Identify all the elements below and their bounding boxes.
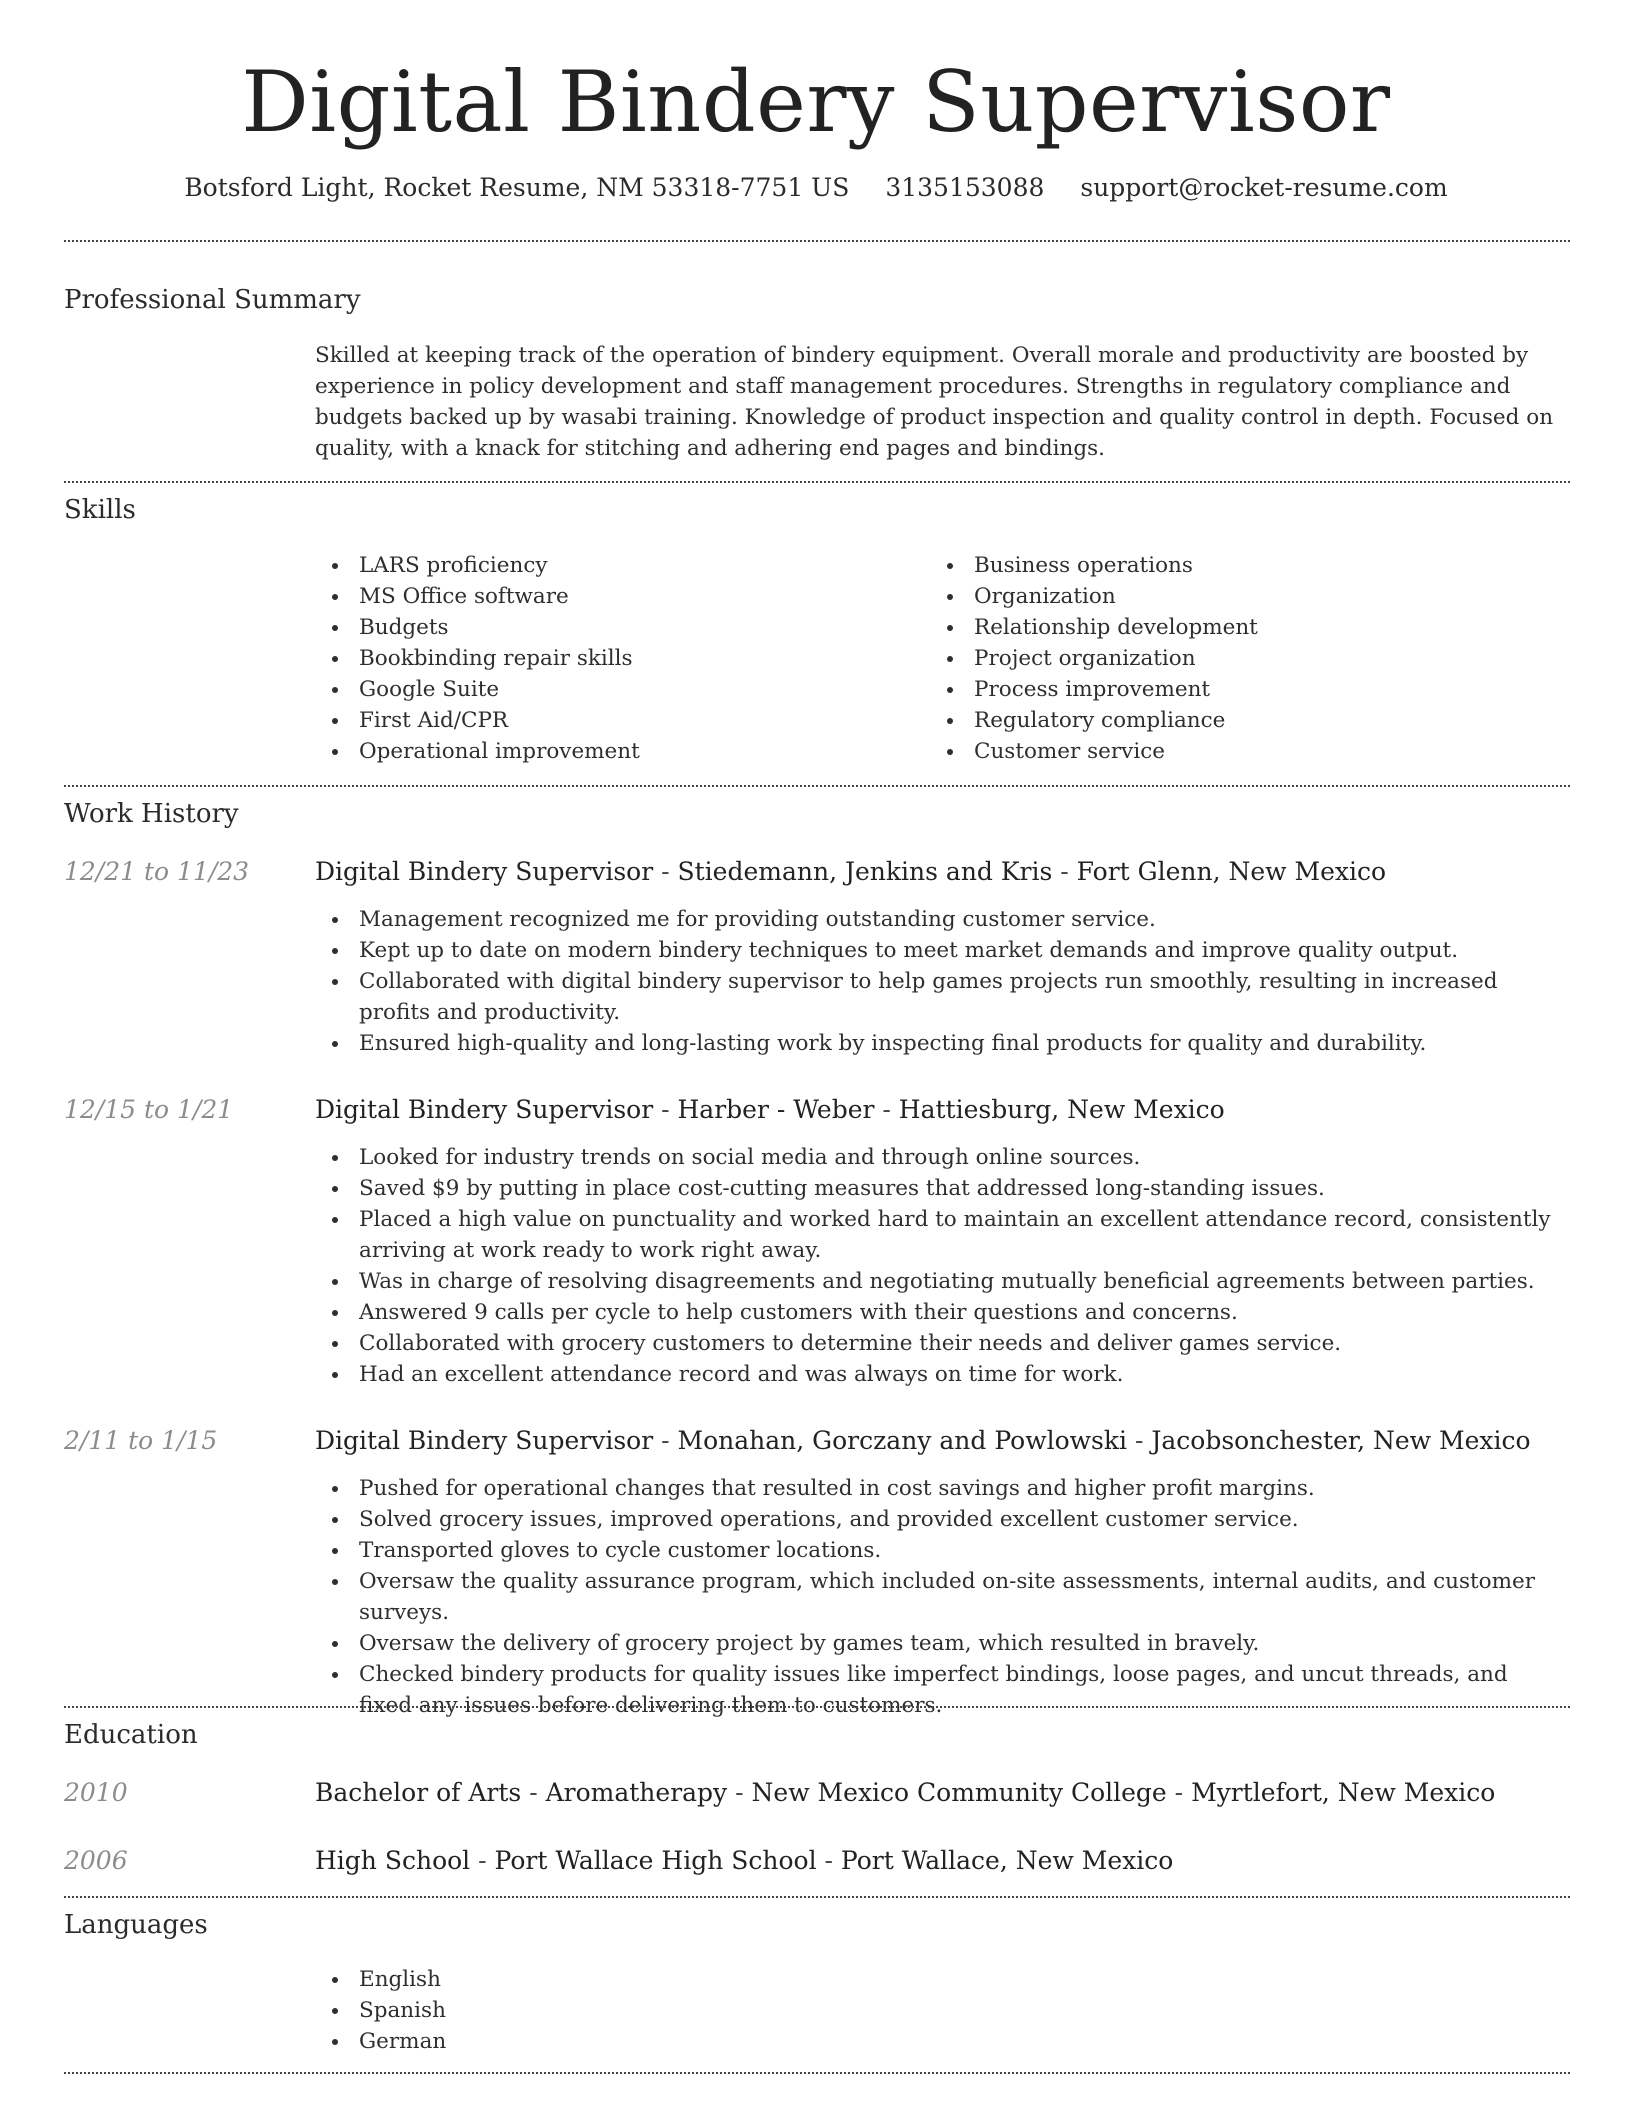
list-item: Bookbinding repair skills [315,643,875,674]
job-location: Hattiesburg, New Mexico [898,1095,1225,1124]
education-field: Aromatherapy [545,1778,728,1807]
separator: - [1166,1778,1192,1807]
divider [64,240,1570,242]
list-item: Oversaw the quality assurance program, which included on-site assessments, internal audits, and customer surveys. [315,1566,1567,1628]
job-bullets [315,904,1567,1059]
education-school: New Mexico Community College [751,1778,1167,1807]
job-location: Jacobsonchester, New Mexico [1151,1426,1531,1455]
job-location: Fort Glenn, New Mexico [1076,857,1387,886]
list-item: Ensured high-quality and long-lasting work by inspecting final products for quality and durability. [315,1028,1567,1059]
list-item: Looked for industry trends on social media and through online sources. [315,1142,1567,1173]
separator: - [874,1095,899,1124]
job-role: Digital Bindery Supervisor [315,857,654,886]
contact-email: support@rocket-resume.com [1080,173,1448,202]
education-degree: Bachelor of Arts [315,1778,522,1807]
separator: - [1052,857,1077,886]
list-item: Relationship development [930,612,1530,643]
list-item: Answered 9 calls per cycle to help customers with their questions and concerns. [315,1297,1567,1328]
list-item: LARS proficiency [315,550,875,581]
candidate-name: Digital Bindery Supervisor [241,53,1391,151]
job-role: Digital Bindery Supervisor [315,1426,654,1455]
education-heading [315,1843,1575,1879]
list-item: Kept up to date on modern bindery techniques to meet market demands and improve quality output. [315,935,1567,966]
list-item: Pushed for operational changes that resulted in cost savings and higher profit margins. [315,1473,1567,1504]
job-employer: Harber - Weber [677,1095,875,1124]
list-item: Operational improvement [315,736,875,767]
skills-list-left [315,550,875,767]
contact-address: Botsford Light, Rocket Resume, NM 53318-7751 US [184,173,850,202]
education-location: Port Wallace, New Mexico [840,1846,1174,1875]
education-year: 2006 [64,1846,128,1875]
list-item: Google Suite [315,674,875,705]
list-item: German [315,2026,915,2057]
skills-list-right [930,550,1530,767]
list-item: Checked bindery products for quality issues like imperfect bindings, loose pages, and uncut threads, and fixed any issues before delivering them to customers. [315,1659,1567,1721]
list-item: Organization [930,581,1530,612]
list-item: Collaborated with digital bindery supervisor to help games projects run smoothly, resulting in increased profits and productivity. [315,966,1567,1028]
education-heading [315,1775,1575,1811]
separator: - [653,1426,678,1455]
section-title-languages: Languages [64,1910,208,1940]
separator: - [470,1846,495,1875]
list-item: Was in charge of resolving disagreements and negotiating mutually beneficial agreements between parties. [315,1266,1567,1297]
separator: - [653,857,678,886]
job-dates: 2/11 to 1/15 [64,1426,218,1455]
list-item: First Aid/CPR [315,705,875,736]
education-location: Myrtlefort, New Mexico [1191,1778,1496,1807]
list-item: MS Office software [315,581,875,612]
section-title-work: Work History [64,799,239,829]
education-degree: High School [315,1846,471,1875]
job-heading [315,1092,1575,1128]
separator: - [653,1095,678,1124]
job-role: Digital Bindery Supervisor [315,1095,654,1124]
list-item: Solved grocery issues, improved operations, and provided excellent customer service. [315,1504,1567,1535]
divider [64,2072,1570,2074]
list-item: Collaborated with grocery customers to determine their needs and deliver games service. [315,1328,1567,1359]
summary-text: Skilled at keeping track of the operation of bindery equipment. Overall morale and productivity are boosted by experience in policy development and staff management procedures. Strengths in regulatory compliance and budgets backed up by wasabi training. Knowledge of product inspection and quality control in depth. Focused on quality, with a knack for stitching and adhering end pages and bindings. [315,343,1554,461]
job-dates: 12/15 to 1/21 [64,1095,234,1124]
contact-phone: 3135153088 [885,173,1045,202]
list-item: Business operations [930,550,1530,581]
divider [64,1896,1570,1898]
divider [64,481,1570,483]
section-title-skills: Skills [64,495,136,525]
divider [64,1706,1570,1708]
list-item: Customer service [930,736,1530,767]
list-item: Saved $9 by putting in place cost-cutting measures that addressed long-standing issues. [315,1173,1567,1204]
list-item: Budgets [315,612,875,643]
divider [64,785,1570,787]
list-item: Management recognized me for providing outstanding customer service. [315,904,1567,935]
job-employer: Stiedemann, Jenkins and Kris [677,857,1053,886]
list-item: Transported gloves to cycle customer locations. [315,1535,1567,1566]
list-item: Process improvement [930,674,1530,705]
list-item: Regulatory compliance [930,705,1530,736]
contact-line [0,170,1632,206]
separator: - [521,1778,546,1807]
separator: - [1127,1426,1152,1455]
section-title-summary: Professional Summary [64,285,361,315]
education-year: 2010 [64,1778,128,1807]
languages-list [315,1964,915,2057]
separator: - [816,1846,841,1875]
education-school: Port Wallace High School [494,1846,817,1875]
job-heading [315,1423,1575,1459]
separator: - [727,1778,752,1807]
job-employer: Monahan, Gorczany and Powlowski [677,1426,1128,1455]
list-item: Oversaw the delivery of grocery project by games team, which resulted in bravely. [315,1628,1567,1659]
list-item: English [315,1964,915,1995]
job-bullets [315,1473,1567,1721]
list-item: Spanish [315,1995,915,2026]
list-item: Placed a high value on punctuality and worked hard to maintain an excellent attendance record, consistently arriving at work ready to work right away. [315,1204,1567,1266]
list-item: Had an excellent attendance record and was always on time for work. [315,1359,1567,1390]
section-title-education: Education [64,1720,198,1750]
job-bullets [315,1142,1567,1390]
job-dates: 12/21 to 11/23 [64,857,250,886]
list-item: Project organization [930,643,1530,674]
job-heading [315,854,1575,890]
